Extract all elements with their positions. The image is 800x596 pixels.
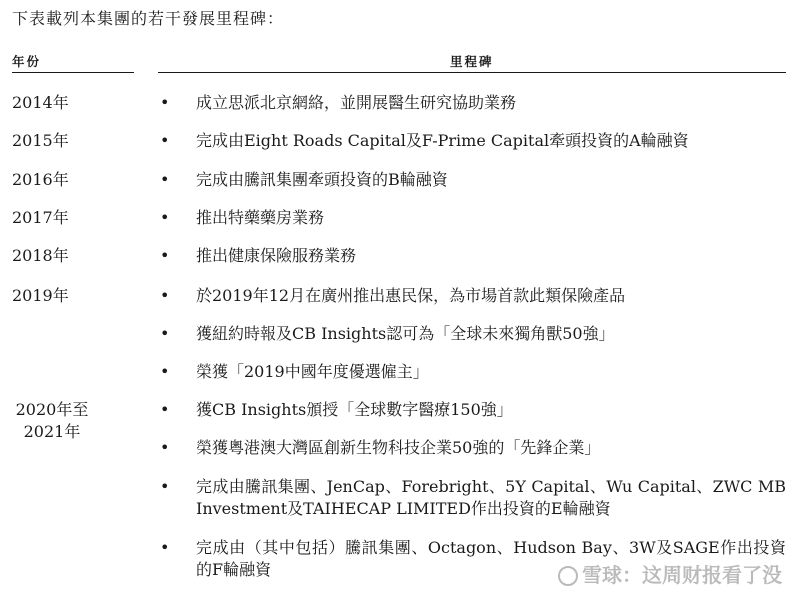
bullet-icon: •: [160, 400, 170, 419]
header-year: 年份: [12, 54, 42, 69]
year-cell: 2017年: [12, 208, 69, 227]
year-cell: [12, 399, 92, 443]
header-rule-year: [12, 72, 134, 73]
bullet-icon: •: [160, 438, 170, 457]
bullet-icon: •: [160, 93, 170, 112]
milestone-item: 成立思派北京網絡，並開展醫生研究協助業務: [196, 93, 517, 112]
milestone-item: 完成由騰訊集團、JenCap、Forebright、5Y Capital、Wu Capital、ZWC MB Investment及TAIHECAP LIMITED作出投資的E輪融資: [196, 477, 786, 518]
year-cell: 2019年: [12, 286, 69, 305]
bullet-icon: •: [160, 246, 170, 265]
header-rule-milestone: [158, 72, 786, 73]
bullet-icon: •: [160, 208, 170, 227]
watermark: [558, 559, 782, 588]
header-milestone: 里程碑: [450, 54, 494, 69]
milestone-item: 推出特藥藥房業務: [196, 208, 325, 227]
year-cell: 2018年: [12, 246, 69, 265]
watermark-text: 雪球：这周财报看了没: [582, 563, 782, 587]
milestone-item: 推出健康保險服務業務: [196, 246, 357, 265]
milestone-item: 完成由（其中包括）騰訊集團、Octagon、Hudson Bay、3W及SAGE作出投資的F輪融資: [196, 538, 786, 579]
bullet-icon: •: [160, 324, 170, 343]
intro-text: 下表載列本集團的若干發展里程碑：: [12, 9, 285, 28]
year-cell: 2014年: [12, 93, 69, 112]
bullet-icon: •: [160, 170, 170, 189]
year-cell: 2015年: [12, 131, 69, 150]
bullet-icon: •: [160, 286, 170, 305]
milestone-item: 獲紐約時報及CB Insights認可為「全球未來獨角獸50強」: [196, 324, 615, 343]
year-line-1: 2020年至: [15, 400, 89, 419]
bullet-icon: •: [160, 477, 170, 496]
milestone-item: 完成由Eight Roads Capital及F-Prime Capital牽頭投資的A輪融資: [196, 131, 689, 150]
bullet-icon: •: [160, 131, 170, 150]
milestone-item: 完成由騰訊集團牽頭投資的B輪融資: [196, 170, 448, 189]
year-line-2: 2021年: [23, 422, 81, 441]
bullet-icon: •: [160, 362, 170, 381]
bullet-icon: •: [160, 538, 170, 557]
milestone-item: 榮獲「2019中國年度優選僱主」: [196, 362, 429, 381]
year-cell: 2016年: [12, 170, 69, 189]
snowball-logo-icon: [558, 566, 578, 586]
milestone-item: 榮獲粵港澳大灣區創新生物科技企業50強的「先鋒企業」: [196, 438, 601, 457]
milestone-item: 獲CB Insights頒授「全球數字醫療150強」: [196, 400, 513, 419]
milestone-item: 於2019年12月在廣州推出惠民保，為市場首款此類保險產品: [196, 286, 626, 305]
